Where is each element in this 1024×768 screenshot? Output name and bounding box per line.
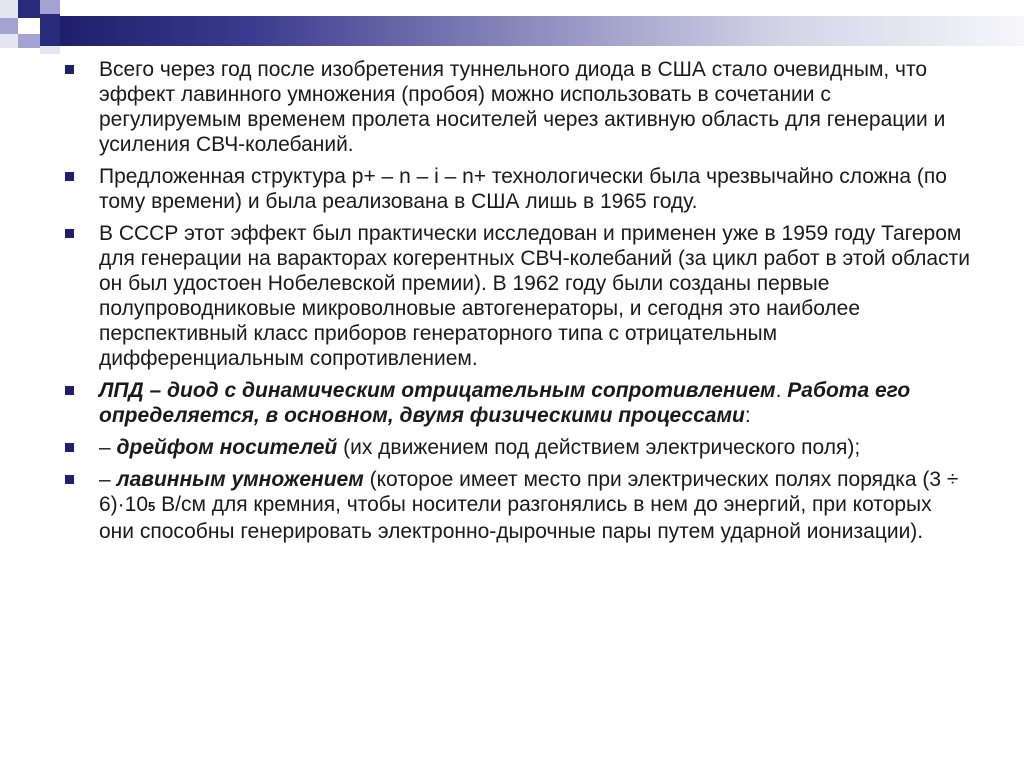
square-bullet-icon	[65, 65, 74, 74]
bullet-text: лавинным умножением	[116, 468, 364, 491]
bullet-text: Всего через год после изобретения туннельного диода в США стало очевидным, что эффект лавинного умножения (пробоя) можно использовать в сочетании с регулируемым временем пролета носителей через активную область для генерации и усиления СВЧ-колебаний.	[99, 58, 946, 156]
bullet-item	[62, 221, 972, 371]
bullet-text: В СССР этот эффект был практически исследован и применен уже в 1959 году Тагером для генерации на варакторах когерентных СВЧ-колебаний (за цикл работ в этой области он был удостоен Нобелевской премии). В 1962 году были созданы первые полупроводниковые микроволновые автогенераторы, и сегодня это наиболее перспективный класс приборов генераторного типа с отрицательным дифференциальным сопротивлением.	[99, 222, 970, 370]
bullet-item	[62, 164, 972, 214]
square-bullet-icon	[65, 386, 74, 395]
square-bullet-icon	[65, 229, 74, 238]
bullet-text: Предложенная структура p+ – n – i – n+ технологически была чрезвычайно сложна (по тому времени) и была реализована в США лишь в 1965 году.	[99, 165, 947, 213]
bullet-text: 5	[148, 499, 156, 514]
bullet-text: Работа его определяется, в основном, двумя физическими процессами	[99, 379, 911, 427]
bullet-item	[62, 57, 972, 157]
bullet-text: .	[775, 379, 788, 402]
bullet-text: дрейфом носителей	[116, 436, 338, 459]
bullet-text: (которое имеет место при электрических полях порядка (3 ÷ 6)·10	[99, 468, 959, 516]
header-gradient-bar	[60, 16, 1024, 46]
square-bullet-icon	[65, 475, 74, 484]
square-bullet-icon	[65, 443, 74, 452]
bullet-item	[62, 435, 972, 460]
square-bullet-icon	[65, 172, 74, 181]
bullet-text: :	[744, 404, 751, 427]
bullet-text: ЛПД – диод с динамическим отрицательным сопротивлением	[99, 379, 776, 402]
bullet-text: –	[99, 468, 117, 491]
bullet-text: В/см для кремния, чтобы носители разгонялись в нем до энергий, при которых они способны генерировать электронно-дырочные пары путем ударной ионизации).	[99, 493, 932, 543]
bullet-text: (их движением под действием электрического поля);	[337, 436, 861, 459]
bullet-text: –	[99, 436, 117, 459]
bullet-item	[62, 378, 972, 428]
bullet-list	[62, 57, 972, 551]
bullet-item	[62, 467, 972, 544]
